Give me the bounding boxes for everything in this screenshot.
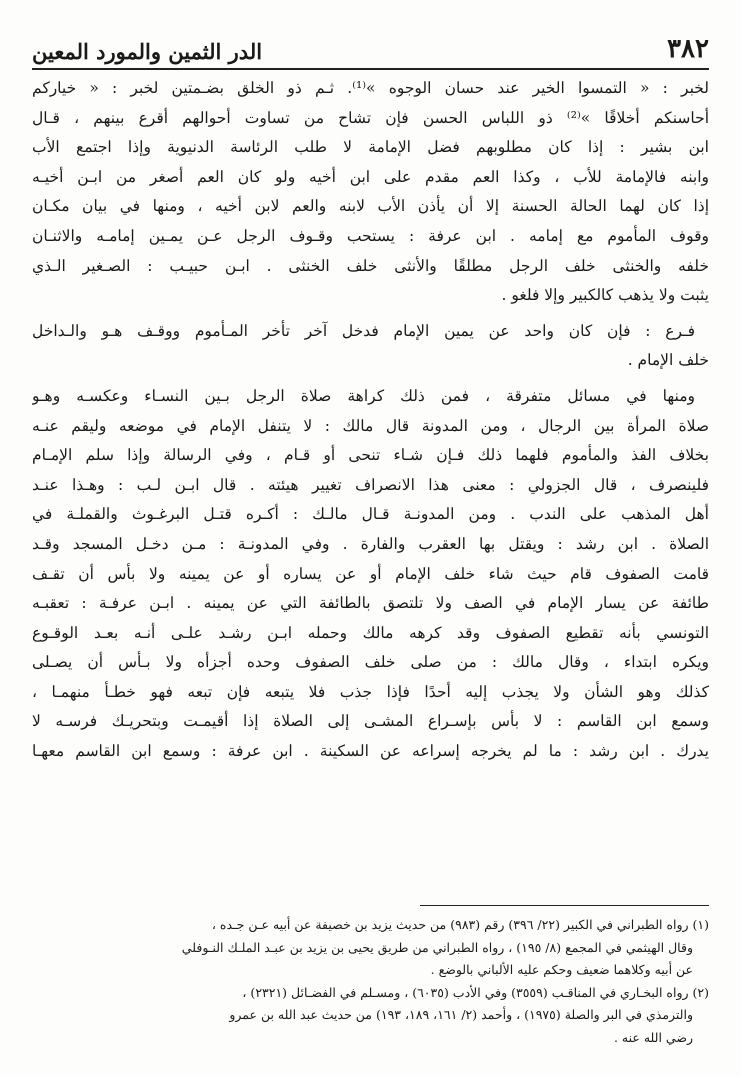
text-line: قامت الصفوف قام حيث شاء خلف الإمام أو عن يساره أو عن يمينه ولا بأس أن تقـف	[32, 564, 709, 583]
footnote-line: والترمذي في البر والصلة (١٩٧٥) ، وأحمد (٢/ ١٦١، ١٨٩، ١٩٣) من حديث عبد الله بن عمرو	[229, 1007, 693, 1022]
text-line: الصلاة . ابن رشد : ويقتل بها العقرب والفارة . وفي المدونـة : مـن دخـل المسجد وقـد	[32, 534, 709, 553]
footnote-line: رضي الله عنه .	[613, 1029, 693, 1045]
text-line: خلفه والخنثى خلف الرجل مطلقًا والأنثى خلف الخنثى . ابـن حبيـب : الصـغير الـذي	[32, 256, 709, 275]
text-line: يثبت ولا يذهب كالكبير وإلا فلغو .	[501, 286, 709, 305]
text-line: التونسي بأنه تقطيع الصفوف وقد كرهه مالك وحمله ابـن رشـد علـى أنـه بعـد الوقـوع	[32, 623, 709, 642]
footnote-divider	[420, 905, 709, 906]
page-header	[32, 30, 709, 70]
text-line: خلف الإمام .	[627, 351, 709, 370]
text-line: وسمع ابن القاسم : لا بأس بإسـراع المشـى إلى الصلاة إذا أقيمـت وبتحريـك فرسـه لا	[32, 712, 709, 731]
paragraph	[32, 382, 709, 767]
text-line: وابنه فالإمامة للأب ، وكذا العم مقدم على ابن أخيه ولو كان العم أصغر من ابـن أخيـه	[32, 167, 709, 186]
text-line: أهل المذهب على الندب . ومن المدونـة قـال مالـك : أكـره قتـل البرغـوث والقملـة في	[32, 505, 709, 524]
text-line: ومنها في مسائل متفرقة ، فمن ذلك كراهة صلاة الرجل بـين النسـاء وعكسـه وهـو	[32, 386, 695, 405]
paragraph	[32, 317, 709, 376]
footnote-1	[32, 914, 709, 982]
text-line: طائفة عن يسار الإمام في الصف ولا تلتصق بالطائفة التي عن يمينه . ابـن عرفـة : تعقبـه	[32, 594, 709, 613]
text-line: وقوف المأموم مع إمامه . ابن عرفة : يستحب وقـوف الرجل عـن يمـين إمامـه والاثنـان	[32, 226, 709, 245]
text-line: ويكره ابتداء ، وقال مالك : من صلى خلف الصفوف وحده أجزأه ولا بـأس أن يصـلى	[32, 653, 709, 672]
running-title: الدر الثمين والمورد المعين	[32, 39, 263, 64]
text-line: ابن بشير : إذا كان مطلوبهم فضل الإمامة لا طلب الرئاسة الدنيوية وإذا اجتمع الأب	[32, 138, 709, 157]
footnotes	[32, 914, 709, 1049]
text-line: لخبر : « التمسوا الخير عند حسان الوجوه »⁽¹⁾. ثـم ذو الخلق بضـمتين لخبر : « خياركم	[32, 79, 709, 97]
text-line: فلينصرف ، قال الجزولي : معنى هذا الانصراف تغيير هيئته . قال ابـن لـب : وهـذا عنـد	[32, 475, 709, 494]
text-line: إذا كان لهما الحالة الحسنة إلا أن يأذن الأب لابنه والعم لابن أخيه ، ومنها في بيان مكـان	[32, 197, 709, 216]
footnote-2	[32, 982, 709, 1050]
footnote-line: وقال الهيثمي في المجمع (٨/ ١٩٥) ، رواه الطبراني من طريق يحيى بن يزيد بن عبـد الملـك النـوفلي	[181, 939, 693, 955]
text-line: صلاة المرأة بين الرجال ، ومن المدونة قال مالك : لا يتنفل الإمام في موضعه وليقم عنـه	[32, 416, 709, 435]
text-line: فـرع : فإن كان واحد عن يمين الإمام فدخل آخر تأخر المـأموم ووقـف هـو والـداخل	[32, 321, 695, 340]
footnote-line: (٢) رواه البخـاري في المناقـب (٣٥٥٩) وفي الأدب (٦٠٣٥) ، ومسـلم في الفضـائل (٢٣٢١) ،	[242, 984, 709, 1000]
footnote-line: عن أبيه وكلاهما ضعيف وحكم عليه الألباني بالوضع .	[430, 962, 693, 977]
main-text	[32, 74, 709, 773]
paragraph	[32, 74, 709, 311]
footnote-line: (١) رواه الطبراني في الكبير (٢٢/ ٣٩٦) رقم (٩٨٣) من حديث يزيد بن خصيفة عن أبيه عـن جـده ،	[211, 917, 709, 932]
text-line: بخلاف الفذ والمأموم فلهما ذلك فـإن شـاء تنحى أو قـام ، وفي الرسالة وإذا سلم الإمـام	[32, 446, 709, 465]
page-number: ٣٨٢	[667, 34, 709, 64]
text-line: يدرك . ابن رشد : ما لم يخرجه إسراعه عن السكينة . ابن عرفة : وسمع ابن القاسم معهـا	[32, 742, 709, 761]
text-line: أحاسنكم أخلاقًا »⁽²⁾ ذو اللباس الحسن فإن تشاح من تساوت أحوالهم أقرع بينهم ، قـال	[32, 108, 709, 127]
text-line: كذلك وهو الشأن ولا يجذب إليه أحدًا فإذا جذب فلا يتبعه فإن تبعه فهو خطـأ منهمـا ،	[32, 682, 709, 701]
